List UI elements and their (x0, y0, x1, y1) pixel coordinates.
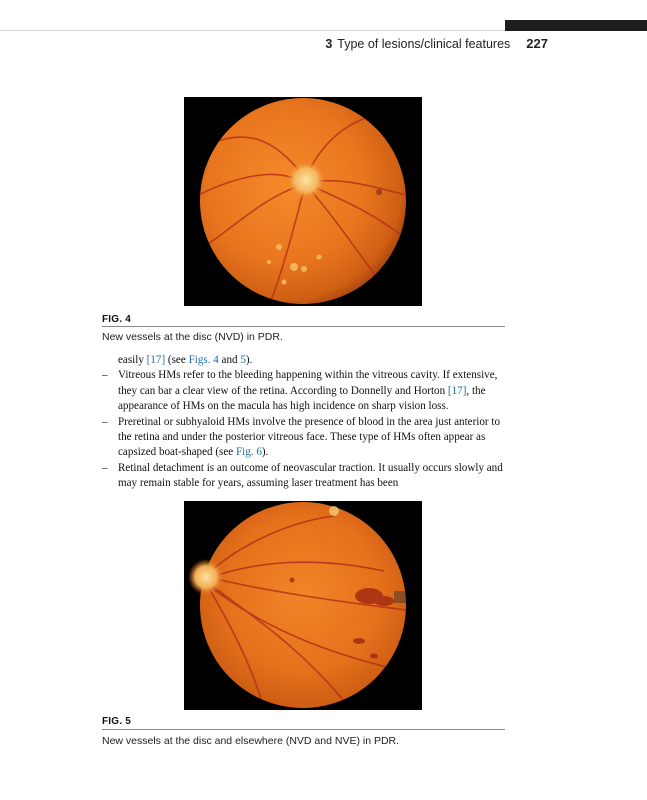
figure-4-caption: New vessels at the disc (NVD) in PDR. (102, 331, 283, 343)
bullet-dash: – (102, 369, 108, 382)
figure-5-image (184, 501, 422, 710)
list-item (102, 461, 506, 492)
figure-4-image (184, 97, 422, 306)
text-run: and (218, 354, 241, 366)
citation-link[interactable]: [17] (146, 354, 166, 366)
figure-link[interactable]: Figs. 4 (188, 354, 219, 366)
list-item (102, 368, 506, 414)
figure-5-caption: New vessels at the disc and elsewhere (NVD and NVE) in PDR. (102, 735, 400, 747)
text-run: , the appearance of HMs on the macula has high incidence on sharp vision loss. (118, 384, 486, 413)
text-run: Vitreous HMs refer to the bleeding happening within the vitreous cavity. If extensive, they can bar a clear view of the retina. According to Donnelly and Horton (118, 369, 498, 397)
figure-5-rule (102, 729, 505, 730)
text-run: (see (165, 354, 189, 366)
figure-4-label: FIG. 4 (102, 314, 131, 325)
continuation-paragraph (102, 353, 506, 368)
chapter-number: 3 (325, 37, 333, 51)
body-text (102, 353, 506, 492)
figure-5-label: FIG. 5 (102, 716, 131, 727)
bullet-dash: – (102, 461, 108, 474)
page-number: 227 (526, 36, 548, 51)
list-item (102, 415, 506, 461)
running-head (325, 36, 548, 54)
text-run: Retinal detachment is an outcome of neovascular traction. It usually occurs slowly and may remain stable for years, assuming laser treatment has been (118, 461, 503, 490)
text-run: easily (118, 354, 147, 366)
text-run: ). (261, 446, 269, 459)
citation-link[interactable]: [17] (447, 384, 467, 397)
figure-4-rule (102, 326, 505, 327)
text-run: Preretinal or subhyaloid HMs involve the presence of blood in the area just anterior to the retina and under the posterior vitreous face. These type of HMs often appear as capsized boat-shaped (see (118, 415, 501, 459)
figure-link[interactable]: 5 (240, 354, 246, 366)
chapter-title: Type of lesions/clinical features (337, 37, 511, 51)
text-run: ). (245, 354, 253, 366)
header-bar (505, 20, 647, 31)
bullet-dash: – (102, 415, 108, 428)
figure-link[interactable]: Fig. 6 (235, 446, 262, 459)
